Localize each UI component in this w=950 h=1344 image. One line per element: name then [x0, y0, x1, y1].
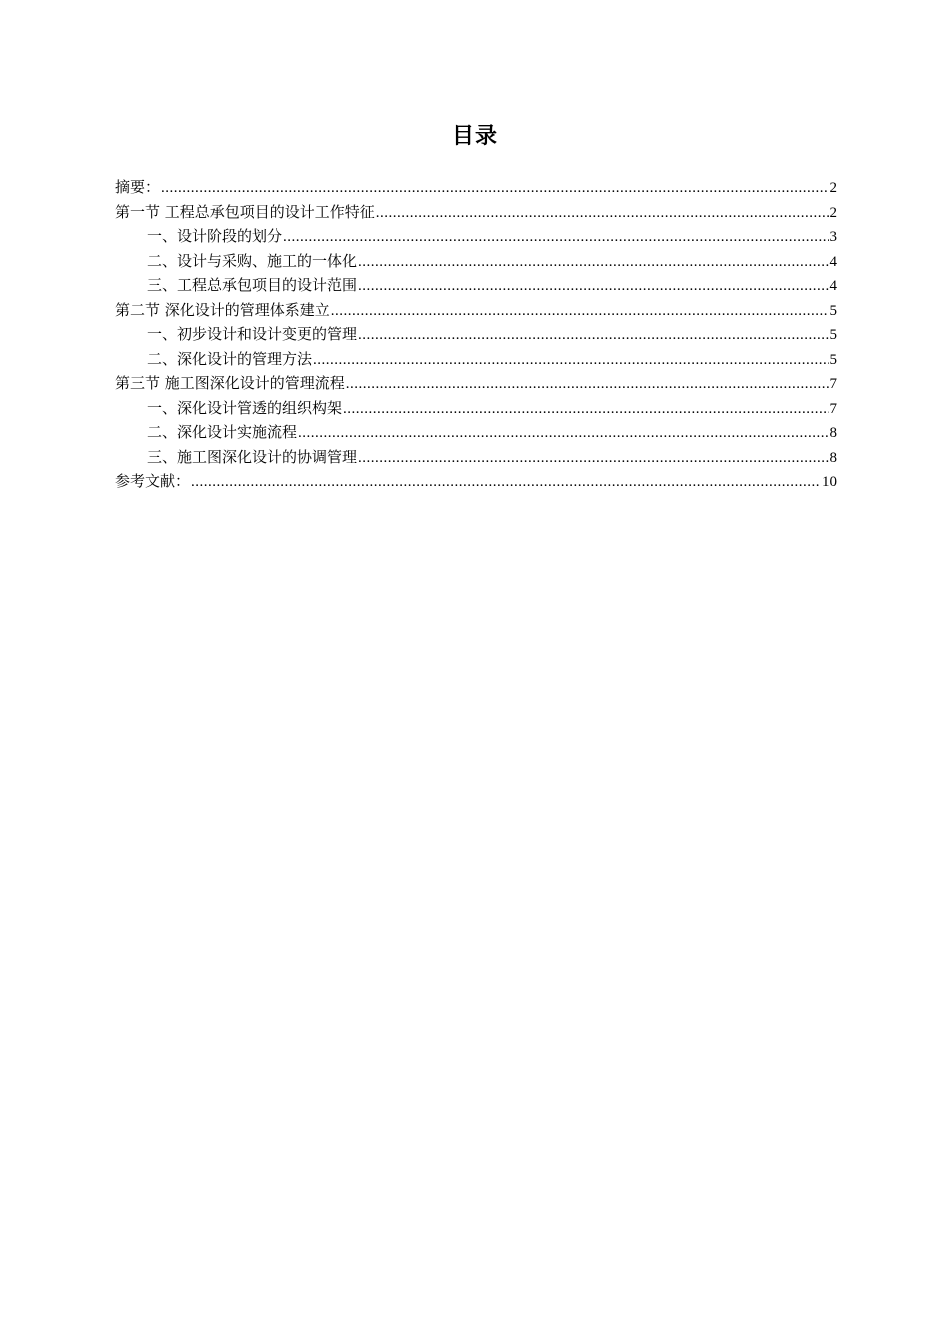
- toc-entry[interactable]: [115, 396, 837, 421]
- toc-entry[interactable]: [115, 273, 837, 298]
- toc-entry-label: 二、深化设计的管理方法: [147, 349, 313, 368]
- toc-dot-leader: [346, 372, 829, 397]
- toc-entry[interactable]: [115, 445, 837, 470]
- toc-entry[interactable]: [115, 200, 837, 225]
- toc-entry-label: 三、施工图深化设计的协调管理: [147, 447, 358, 466]
- toc-page-number: 5: [829, 302, 837, 319]
- toc-entry-label: 一、深化设计管透的组织构架: [147, 398, 343, 417]
- toc-page-number: 8: [829, 449, 837, 466]
- toc-entry[interactable]: [115, 322, 837, 347]
- toc-entry-label: 一、设计阶段的划分: [147, 227, 283, 245]
- toc-dot-leader: [358, 323, 828, 348]
- toc-dot-leader: [376, 201, 829, 226]
- toc-entry[interactable]: [115, 371, 837, 396]
- toc-dot-leader: [313, 348, 828, 373]
- toc-entry-label: 二、深化设计实施流程: [147, 423, 298, 441]
- toc-entry[interactable]: [115, 175, 837, 200]
- toc-entry-label: 第二节 深化设计的管理体系建立: [115, 300, 330, 319]
- toc-page-number: 2: [829, 204, 837, 221]
- toc-entry-label: 三、工程总承包项目的设计范围: [147, 276, 358, 294]
- toc-page-number: 5: [829, 351, 837, 368]
- toc-page-number: 5: [829, 327, 837, 343]
- toc-entry[interactable]: [115, 347, 837, 372]
- toc-page-number: 2: [829, 180, 837, 196]
- toc-page-number: 4: [829, 253, 837, 270]
- toc-list: [115, 175, 837, 494]
- toc-page-number: 7: [829, 376, 837, 392]
- toc-page-number: 3: [829, 229, 837, 245]
- toc-dot-leader: [283, 225, 828, 250]
- toc-page-number: 7: [829, 400, 837, 417]
- toc-entry[interactable]: [115, 469, 837, 494]
- toc-dot-leader: [191, 470, 821, 495]
- toc-title: 目录: [451, 124, 498, 149]
- toc-entry[interactable]: [115, 249, 837, 274]
- toc-entry-label: 参考文献：: [115, 472, 191, 490]
- toc-dot-leader: [298, 421, 828, 446]
- toc-dot-leader: [358, 250, 828, 275]
- toc-entry[interactable]: [115, 420, 837, 445]
- toc-dot-leader: [161, 176, 828, 201]
- toc-entry-label: 二、设计与采购、施工的一体化: [147, 251, 358, 270]
- toc-dot-leader: [331, 299, 829, 324]
- toc-page-number: 10: [822, 474, 837, 490]
- toc-entry-label: 一、初步设计和设计变更的管理: [147, 325, 358, 343]
- toc-entry-label: 摘要：: [115, 178, 161, 196]
- toc-entry[interactable]: [115, 298, 837, 323]
- toc-dot-leader: [343, 397, 828, 422]
- toc-entry-label: 第三节 施工图深化设计的管理流程: [115, 374, 345, 392]
- toc-page-number: 4: [829, 278, 837, 294]
- toc-entry[interactable]: [115, 224, 837, 249]
- toc-dot-leader: [358, 274, 828, 299]
- toc-dot-leader: [358, 446, 828, 471]
- toc-entry-label: 第一节 工程总承包项目的设计工作特征: [115, 202, 375, 221]
- toc-page-number: 8: [829, 425, 837, 441]
